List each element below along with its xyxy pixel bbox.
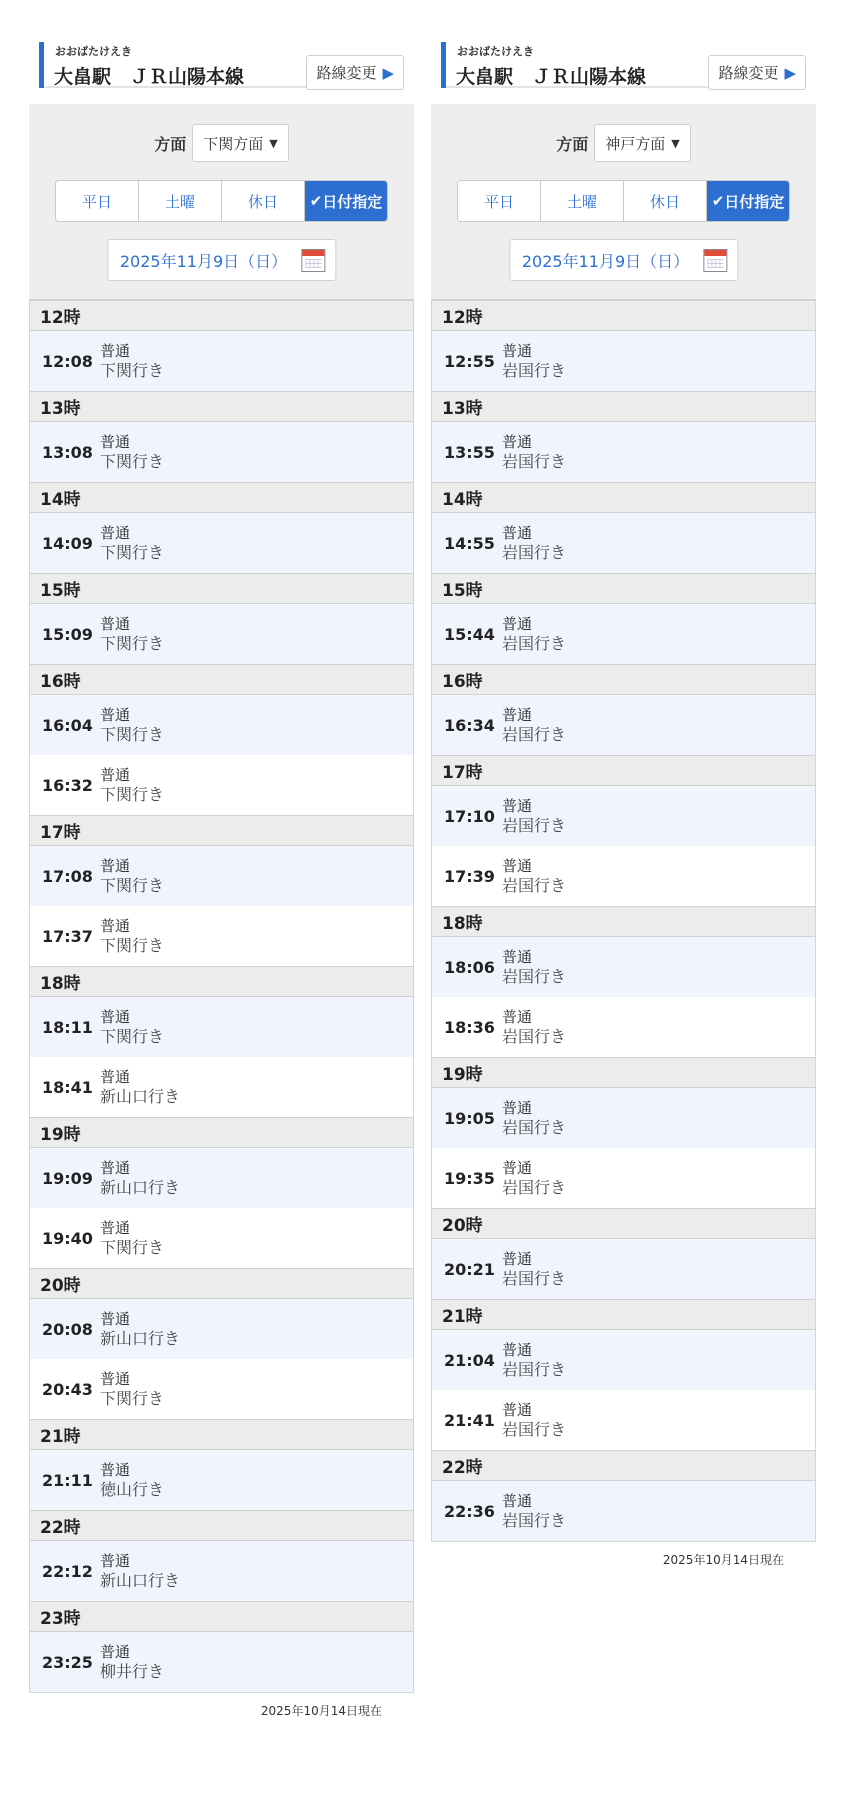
departure-time: 21:04: [444, 1350, 495, 1370]
departure-time: 18:36: [444, 1017, 495, 1037]
train-destination: 下関行き: [100, 634, 165, 653]
train-destination: 徳山行き: [100, 1480, 165, 1499]
train-type: 普通: [502, 797, 533, 815]
train-row[interactable]: [432, 937, 815, 997]
train-info: [502, 614, 566, 654]
train-row[interactable]: [30, 695, 413, 755]
train-destination: 新山口行き: [100, 1329, 181, 1348]
hour-header: 18時: [432, 906, 815, 937]
tab-holiday[interactable]: 休日: [222, 181, 305, 221]
train-row[interactable]: [30, 1148, 413, 1208]
train-row[interactable]: [30, 604, 413, 664]
train-row[interactable]: [432, 695, 815, 755]
station-name: 大畠駅 ＪＲ山陽本線: [456, 66, 647, 88]
train-type: 普通: [100, 857, 131, 875]
train-type: 普通: [100, 615, 131, 633]
as-of-date: 2025年10月14日現在: [260, 1704, 382, 1718]
departure-time: 23:25: [42, 1652, 93, 1672]
departure-time: 13:08: [42, 442, 93, 462]
hour-header: 19時: [432, 1057, 815, 1088]
direction-select[interactable]: [594, 124, 690, 162]
calendar-icon[interactable]: [301, 249, 325, 272]
hour-header: 21時: [432, 1299, 815, 1330]
station-kana: おおばたけえき: [55, 45, 132, 58]
tab-saturday[interactable]: 土曜: [541, 181, 624, 221]
train-destination: 下関行き: [100, 1027, 165, 1046]
hour-header: 14時: [432, 482, 815, 513]
train-destination: 新山口行き: [100, 1178, 181, 1197]
as-of-date: 2025年10月14日現在: [662, 1553, 784, 1567]
tab-saturday[interactable]: 土曜: [139, 181, 222, 221]
train-info: [100, 1460, 164, 1500]
direction-value: 下関方面: [203, 134, 264, 153]
train-type: 普通: [100, 1159, 131, 1177]
train-row[interactable]: [432, 786, 815, 846]
train-info: [502, 705, 566, 745]
train-type: 普通: [100, 433, 131, 451]
departure-time: 20:08: [42, 1319, 93, 1339]
hour-header: 14時: [30, 482, 413, 513]
train-row[interactable]: [432, 997, 815, 1057]
train-info: [502, 1340, 566, 1380]
train-info: [502, 856, 566, 896]
departure-time: 21:11: [42, 1470, 93, 1490]
train-row[interactable]: [432, 1148, 815, 1208]
train-row[interactable]: [432, 604, 815, 664]
train-row[interactable]: [432, 846, 815, 906]
hour-header: 23時: [30, 1601, 413, 1632]
train-destination: 新山口行き: [100, 1571, 181, 1590]
train-info: [100, 1309, 180, 1349]
train-row[interactable]: [30, 331, 413, 391]
station-name: 大畠駅 ＪＲ山陽本線: [54, 66, 245, 88]
train-type: 普通: [502, 524, 533, 542]
train-info: [100, 432, 164, 472]
train-destination: 岩国行き: [502, 725, 567, 744]
station-header: [39, 0, 404, 88]
date-picker[interactable]: [509, 239, 738, 281]
date-value: 2025年11月9日（日）: [119, 251, 288, 271]
train-type: 普通: [502, 948, 533, 966]
departure-time: 19:35: [444, 1168, 495, 1188]
departure-time: 16:04: [42, 715, 93, 735]
train-type: 普通: [502, 1008, 533, 1026]
train-destination: 岩国行き: [502, 1420, 567, 1439]
train-row[interactable]: [432, 422, 815, 482]
train-info: [100, 1551, 180, 1591]
train-row[interactable]: [30, 906, 413, 966]
departure-time: 18:06: [444, 957, 495, 977]
train-destination: 岩国行き: [502, 634, 567, 653]
train-destination: 岩国行き: [502, 816, 567, 835]
train-row[interactable]: [30, 513, 413, 573]
hour-header: 16時: [432, 664, 815, 695]
train-destination: 下関行き: [100, 1238, 165, 1257]
departure-time: 18:11: [42, 1017, 93, 1037]
departure-time: 12:55: [444, 351, 495, 371]
departure-time: 14:55: [444, 533, 495, 553]
station-header: [441, 0, 806, 88]
train-type: 普通: [502, 433, 533, 451]
train-destination: 岩国行き: [502, 361, 567, 380]
train-row[interactable]: [30, 1299, 413, 1359]
train-type: 普通: [502, 615, 533, 633]
change-route-button[interactable]: [306, 55, 404, 90]
tab-date-specified-label: 日付指定: [322, 192, 383, 211]
tab-date-specified-label: 日付指定: [724, 192, 785, 211]
hour-header: 15時: [30, 573, 413, 604]
train-type: 普通: [100, 342, 131, 360]
train-type: 普通: [100, 1068, 131, 1086]
train-type: 普通: [502, 1099, 533, 1117]
change-route-button[interactable]: [708, 55, 806, 90]
direction-row: [431, 124, 816, 162]
departure-time: 21:41: [444, 1410, 495, 1430]
train-info: [100, 1158, 180, 1198]
departure-time: 16:32: [42, 775, 93, 795]
train-destination: 下関行き: [100, 725, 165, 744]
train-info: [100, 1007, 164, 1047]
train-destination: 岩国行き: [502, 1178, 567, 1197]
train-type: 普通: [502, 1401, 533, 1419]
caret-down-icon: ▼: [269, 136, 278, 150]
departure-time: 15:44: [444, 624, 495, 644]
timetable-list: [29, 300, 414, 1693]
departure-time: 19:05: [444, 1108, 495, 1128]
hour-header: 13時: [30, 391, 413, 422]
departure-time: 17:37: [42, 926, 93, 946]
hour-header: 21時: [30, 1419, 413, 1450]
train-type: 普通: [502, 342, 533, 360]
departure-time: 16:34: [444, 715, 495, 735]
date-picker[interactable]: [107, 239, 336, 281]
train-info: [100, 916, 164, 956]
hour-header: 12時: [432, 300, 815, 331]
train-type: 普通: [100, 524, 131, 542]
departure-time: 17:10: [444, 806, 495, 826]
departure-time: 19:09: [42, 1168, 93, 1188]
train-row[interactable]: [432, 513, 815, 573]
train-row[interactable]: [432, 1330, 815, 1390]
train-row[interactable]: [432, 331, 815, 391]
hour-header: 22時: [30, 1510, 413, 1541]
train-type: 普通: [502, 1492, 533, 1510]
train-info: [502, 1491, 566, 1531]
train-info: [100, 523, 164, 563]
train-destination: 岩国行き: [502, 1269, 567, 1288]
hour-header: 12時: [30, 300, 413, 331]
departure-time: 15:09: [42, 624, 93, 644]
timetable-panel-left: [29, 0, 414, 1719]
train-type: 普通: [502, 1159, 533, 1177]
train-type: 普通: [100, 1310, 131, 1328]
station-kana: おおばたけえき: [457, 45, 534, 58]
train-type: 普通: [100, 917, 131, 935]
train-row[interactable]: [432, 1481, 815, 1541]
train-info: [100, 341, 164, 381]
train-type: 普通: [100, 766, 131, 784]
train-info: [100, 856, 164, 896]
hour-header: 19時: [30, 1117, 413, 1148]
train-info: [502, 1158, 566, 1198]
departure-time: 19:40: [42, 1228, 93, 1248]
train-row[interactable]: [30, 846, 413, 906]
train-type: 普通: [100, 1552, 131, 1570]
train-row[interactable]: [432, 1390, 815, 1450]
direction-row: [29, 124, 414, 162]
train-row[interactable]: [30, 422, 413, 482]
direction-value: 神戸方面: [605, 134, 666, 153]
tab-holiday[interactable]: 休日: [624, 181, 707, 221]
train-type: 普通: [502, 857, 533, 875]
departure-time: 20:43: [42, 1379, 93, 1399]
hour-header: 15時: [432, 573, 815, 604]
train-row[interactable]: [30, 1359, 413, 1419]
accent-bar: [39, 42, 44, 88]
train-type: 普通: [100, 1643, 131, 1661]
train-info: [502, 432, 566, 472]
train-info: [502, 1400, 566, 1440]
timetable-panel-right: [431, 0, 816, 1568]
train-destination: 岩国行き: [502, 1360, 567, 1379]
hour-header: 20時: [432, 1208, 815, 1239]
train-row[interactable]: [432, 1239, 815, 1299]
train-type: 普通: [100, 1008, 131, 1026]
train-type: 普通: [502, 1250, 533, 1268]
train-info: [100, 1218, 164, 1258]
departure-time: 13:55: [444, 442, 495, 462]
train-destination: 岩国行き: [502, 876, 567, 895]
train-info: [100, 765, 164, 805]
direction-label: 方面: [154, 134, 187, 154]
tab-weekday[interactable]: 平日: [56, 181, 139, 221]
direction-select[interactable]: [192, 124, 288, 162]
change-route-label: 路線変更: [718, 64, 779, 82]
train-destination: 岩国行き: [502, 543, 567, 562]
train-info: [100, 1642, 164, 1682]
hour-header: 20時: [30, 1268, 413, 1299]
hour-header: 17時: [432, 755, 815, 786]
hour-header: 13時: [432, 391, 815, 422]
train-info: [502, 523, 566, 563]
day-type-tabs: [457, 180, 790, 222]
train-info: [100, 1067, 180, 1107]
hour-header: 18時: [30, 966, 413, 997]
caret-down-icon: ▼: [671, 136, 680, 150]
play-arrow-icon: ▶: [382, 63, 394, 82]
train-info: [100, 1369, 164, 1409]
play-arrow-icon: ▶: [784, 63, 796, 82]
train-row[interactable]: [432, 1088, 815, 1148]
hour-header: 17時: [30, 815, 413, 846]
date-value: 2025年11月9日（日）: [521, 251, 690, 271]
train-info: [502, 341, 566, 381]
hour-header: 22時: [432, 1450, 815, 1481]
checkmark-icon: ✔: [309, 192, 323, 210]
timetable-controls: [431, 104, 816, 300]
calendar-icon[interactable]: [703, 249, 727, 272]
train-info: [502, 1007, 566, 1047]
tab-date-specified[interactable]: [305, 181, 387, 221]
tab-weekday[interactable]: 平日: [458, 181, 541, 221]
train-row[interactable]: [30, 1541, 413, 1601]
train-type: 普通: [100, 706, 131, 724]
departure-time: 17:39: [444, 866, 495, 886]
train-destination: 岩国行き: [502, 1027, 567, 1046]
departure-time: 12:08: [42, 351, 93, 371]
timetable-controls: [29, 104, 414, 300]
train-info: [100, 705, 164, 745]
train-destination: 岩国行き: [502, 452, 567, 471]
train-destination: 柳井行き: [100, 1662, 165, 1681]
train-destination: 下関行き: [100, 936, 165, 955]
change-route-label: 路線変更: [316, 64, 377, 82]
departure-time: 17:08: [42, 866, 93, 886]
day-type-tabs: [55, 180, 388, 222]
departure-time: 20:21: [444, 1259, 495, 1279]
timetable-list: [431, 300, 816, 1542]
train-info: [502, 1098, 566, 1138]
train-destination: 下関行き: [100, 785, 165, 804]
train-destination: 岩国行き: [502, 1118, 567, 1137]
train-destination: 新山口行き: [100, 1087, 181, 1106]
train-destination: 岩国行き: [502, 967, 567, 986]
train-row[interactable]: [30, 1632, 413, 1692]
train-type: 普通: [100, 1370, 131, 1388]
train-type: 普通: [100, 1461, 131, 1479]
direction-label: 方面: [556, 134, 589, 154]
train-type: 普通: [100, 1219, 131, 1237]
train-row[interactable]: [30, 755, 413, 815]
train-row[interactable]: [30, 1208, 413, 1268]
train-info: [502, 1249, 566, 1289]
train-row[interactable]: [30, 1450, 413, 1510]
checkmark-icon: ✔: [711, 192, 725, 210]
train-row[interactable]: [30, 997, 413, 1057]
train-destination: 岩国行き: [502, 1511, 567, 1530]
departure-time: 14:09: [42, 533, 93, 553]
train-type: 普通: [502, 1341, 533, 1359]
tab-date-specified[interactable]: [707, 181, 789, 221]
accent-bar: [441, 42, 446, 88]
train-destination: 下関行き: [100, 1389, 165, 1408]
departure-time: 22:12: [42, 1561, 93, 1581]
hour-header: 16時: [30, 664, 413, 695]
train-info: [100, 614, 164, 654]
train-destination: 下関行き: [100, 361, 165, 380]
train-destination: 下関行き: [100, 543, 165, 562]
train-row[interactable]: [30, 1057, 413, 1117]
train-type: 普通: [502, 706, 533, 724]
departure-time: 18:41: [42, 1077, 93, 1097]
train-destination: 下関行き: [100, 452, 165, 471]
departure-time: 22:36: [444, 1501, 495, 1521]
train-info: [502, 947, 566, 987]
train-info: [502, 796, 566, 836]
train-destination: 下関行き: [100, 876, 165, 895]
